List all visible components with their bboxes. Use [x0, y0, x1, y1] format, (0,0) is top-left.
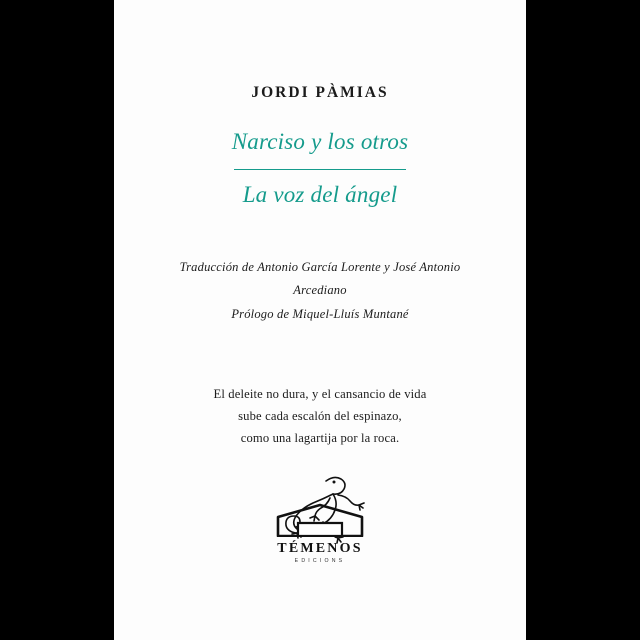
prologue-credit: Prólogo de Miquel-Lluís Muntané: [231, 307, 409, 321]
epigraph-line-2: sube cada escalón del espinazo,: [238, 408, 402, 423]
book-titles: [154, 128, 486, 210]
publisher-block: [0, 503, 640, 564]
publisher-name: TÉMENOS: [277, 541, 363, 556]
book-epigraph: [154, 383, 486, 449]
epigraph-line-1: El deleite no dura, y el cansancio de vida: [213, 386, 427, 401]
translation-credit: Traducción de Antonio García Lorente y José Antonio Arcediano: [179, 259, 461, 298]
book-credits: [154, 256, 486, 327]
book-title-secondary: La voz del ángel: [242, 181, 398, 207]
house-outline-icon: [272, 503, 368, 537]
book-title-primary: Narciso y los otros: [231, 129, 409, 154]
publisher-subtitle: EDICIONS: [294, 558, 346, 564]
book-author: JORDI PÀMIAS: [251, 84, 389, 101]
epigraph-line-3: como una lagartija por la roca.: [240, 430, 400, 445]
title-divider: [234, 169, 406, 170]
